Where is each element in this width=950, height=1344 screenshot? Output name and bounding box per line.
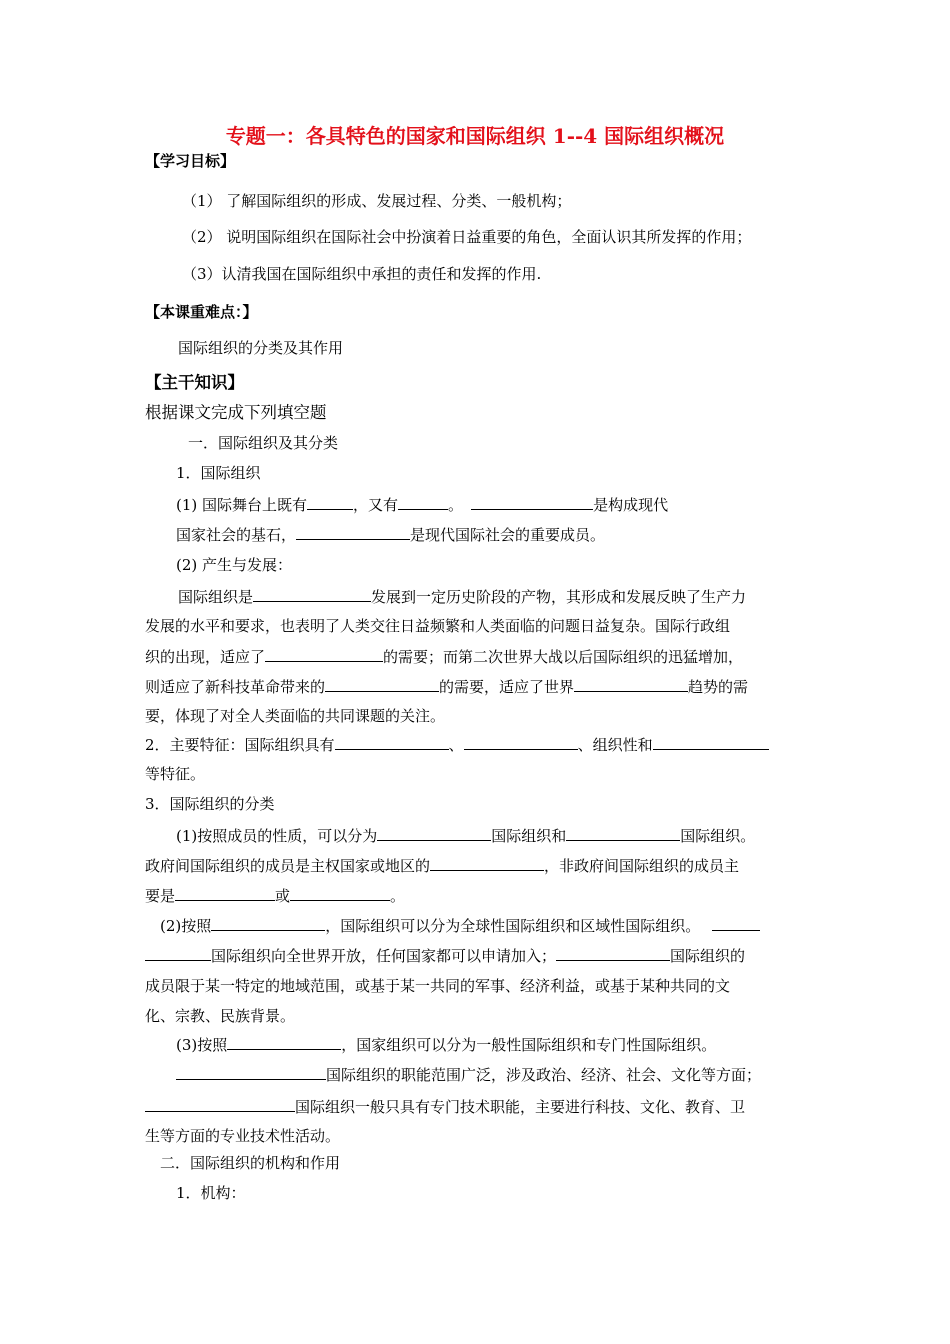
paragraph-line: 要，体现了对全人类面临的共同课题的关注。 [145, 707, 446, 725]
paragraph-line [176, 494, 668, 515]
answer-blank[interactable] [653, 734, 769, 750]
paragraph-line [176, 524, 605, 545]
key-point-text: 国际组织的分类及其作用 [178, 339, 344, 357]
goal-item-1: （1） 了解国际组织的形成、发展过程、分类、一般机构； [182, 192, 572, 210]
paragraph-line: 等特征。 [145, 765, 206, 783]
instruction-text: 根据课文完成下列填空题 [145, 403, 327, 422]
section-heading-key: 【本课重难点：】 [145, 303, 258, 321]
text-segment: 国际组织一般只具有专门技术职能，主要进行科技、文化、教育、卫 [295, 1098, 746, 1116]
paragraph-line: 生等方面的专业技术性活动。 [145, 1127, 341, 1145]
answer-blank[interactable] [335, 734, 449, 750]
goal-item-3: （3）认清我国在国际组织中承担的责任和发挥的作用. [182, 265, 542, 283]
paragraph-line [176, 1064, 761, 1085]
text-segment: 政府间国际组织的成员是主权国家或地区的 [145, 857, 431, 875]
subitem-heading: (2) 产生与发展： [176, 556, 293, 574]
paragraph-line [145, 1096, 745, 1117]
paragraph-line [176, 1034, 716, 1055]
part2-heading: 二．国际组织的机构和作用 [160, 1154, 341, 1172]
text-segment: 织的出现，适应了 [145, 648, 266, 666]
paragraph-line [145, 945, 745, 966]
paragraph-line: 发展的水平和要求，也表明了人类交往日益频繁和人类面临的问题日益复杂。国际行政组 [145, 617, 731, 635]
text-segment: 要是 [145, 887, 176, 905]
text-segment: 则适应了新科技革命带来的 [145, 678, 326, 696]
answer-blank[interactable] [175, 885, 275, 901]
item1-heading: 1．国际组织 [176, 464, 261, 482]
answer-blank[interactable] [566, 825, 680, 841]
answer-blank[interactable] [253, 586, 371, 602]
text-segment: 国际组织向全世界开放，任何国家都可以申请加入； [211, 947, 557, 965]
answer-blank[interactable] [290, 885, 390, 901]
text-segment: 趋势的需 [688, 678, 749, 696]
text-segment: 国际组织的职能范围广泛，涉及政治、经济、社会、文化等方面； [326, 1066, 762, 1084]
text-segment: (1) 国际舞台上既有 [176, 496, 308, 514]
item3-heading: 3．国际组织的分类 [145, 795, 275, 813]
text-segment: ，非政府间国际组织的成员主 [544, 857, 740, 875]
text-segment: 国际组织。 [680, 827, 756, 845]
answer-blank[interactable] [227, 1034, 341, 1050]
answer-blank[interactable] [377, 825, 491, 841]
page-title: 专题一：各具特色的国家和国际组织 1--4 国际组织概况 [225, 124, 725, 148]
answer-blank[interactable] [712, 915, 760, 931]
text-segment: 国际组织是 [178, 588, 254, 606]
paragraph-line [145, 734, 769, 755]
answer-blank[interactable] [145, 945, 211, 961]
text-segment: 发展到一定历史阶段的产物，其形成和发展反映了生产力 [371, 588, 747, 606]
text-segment: (3)按照 [176, 1036, 228, 1054]
text-segment: 2．主要特征：国际组织具有 [145, 736, 335, 754]
paragraph-line [160, 915, 760, 936]
text-segment: 、组织性和 [577, 736, 653, 754]
answer-blank[interactable] [556, 945, 670, 961]
text-segment: 。 [448, 496, 464, 514]
answer-blank[interactable] [211, 915, 325, 931]
paragraph-line [145, 885, 405, 906]
part1-heading: 一．国际组织及其分类 [188, 434, 339, 452]
text-segment: (2)按照 [160, 917, 212, 935]
text-segment: 。 [390, 887, 406, 905]
paragraph-line: 成员限于某一特定的地域范围，或基于某一共同的军事、经济利益，或基于某种共同的文 [145, 977, 731, 995]
text-segment: 国际组织和 [491, 827, 567, 845]
paragraph-line: 化、宗教、民族背景。 [145, 1007, 296, 1025]
paragraph-line [145, 676, 748, 697]
answer-blank[interactable] [574, 676, 688, 692]
text-segment: 的需要，适应了世界 [439, 678, 575, 696]
answer-blank[interactable] [464, 734, 578, 750]
answer-blank[interactable] [398, 494, 448, 510]
answer-blank[interactable] [265, 646, 383, 662]
text-segment: ，国际组织可以分为全球性国际组织和区域性国际组织。 [325, 917, 701, 935]
answer-blank[interactable] [430, 855, 544, 871]
goal-item-2: （2） 说明国际组织在国际社会中扮演着日益重要的角色，全面认识其所发挥的作用； [182, 228, 752, 246]
text-segment: 是现代国际社会的重要成员。 [410, 526, 606, 544]
section-heading-main: 【主干知识】 [145, 373, 244, 392]
paragraph-line [176, 825, 755, 846]
text-segment: 是构成现代 [593, 496, 669, 514]
text-segment: 、 [448, 736, 464, 754]
section-heading-goals: 【学习目标】 [145, 152, 236, 170]
answer-blank[interactable] [145, 1096, 295, 1112]
paragraph-line [145, 855, 739, 876]
answer-blank[interactable] [471, 494, 593, 510]
text-segment: 国际组织的 [670, 947, 746, 965]
text-segment: ，又有 [353, 496, 399, 514]
text-segment: 的需要；而第二次世界大战以后国际组织的迅猛增加， [383, 648, 744, 666]
answer-blank[interactable] [176, 1064, 326, 1080]
text-segment: 或 [275, 887, 291, 905]
answer-blank[interactable] [296, 524, 410, 540]
text-segment: ，国家组织可以分为一般性国际组织和专门性国际组织。 [341, 1036, 717, 1054]
item-org-heading: 1．机构： [176, 1184, 246, 1202]
text-segment: 国家社会的基石， [176, 526, 297, 544]
text-segment: (1)按照成员的性质，可以分为 [176, 827, 378, 845]
answer-blank[interactable] [325, 676, 439, 692]
paragraph-line [178, 586, 746, 607]
answer-blank[interactable] [307, 494, 353, 510]
paragraph-line [145, 646, 743, 667]
